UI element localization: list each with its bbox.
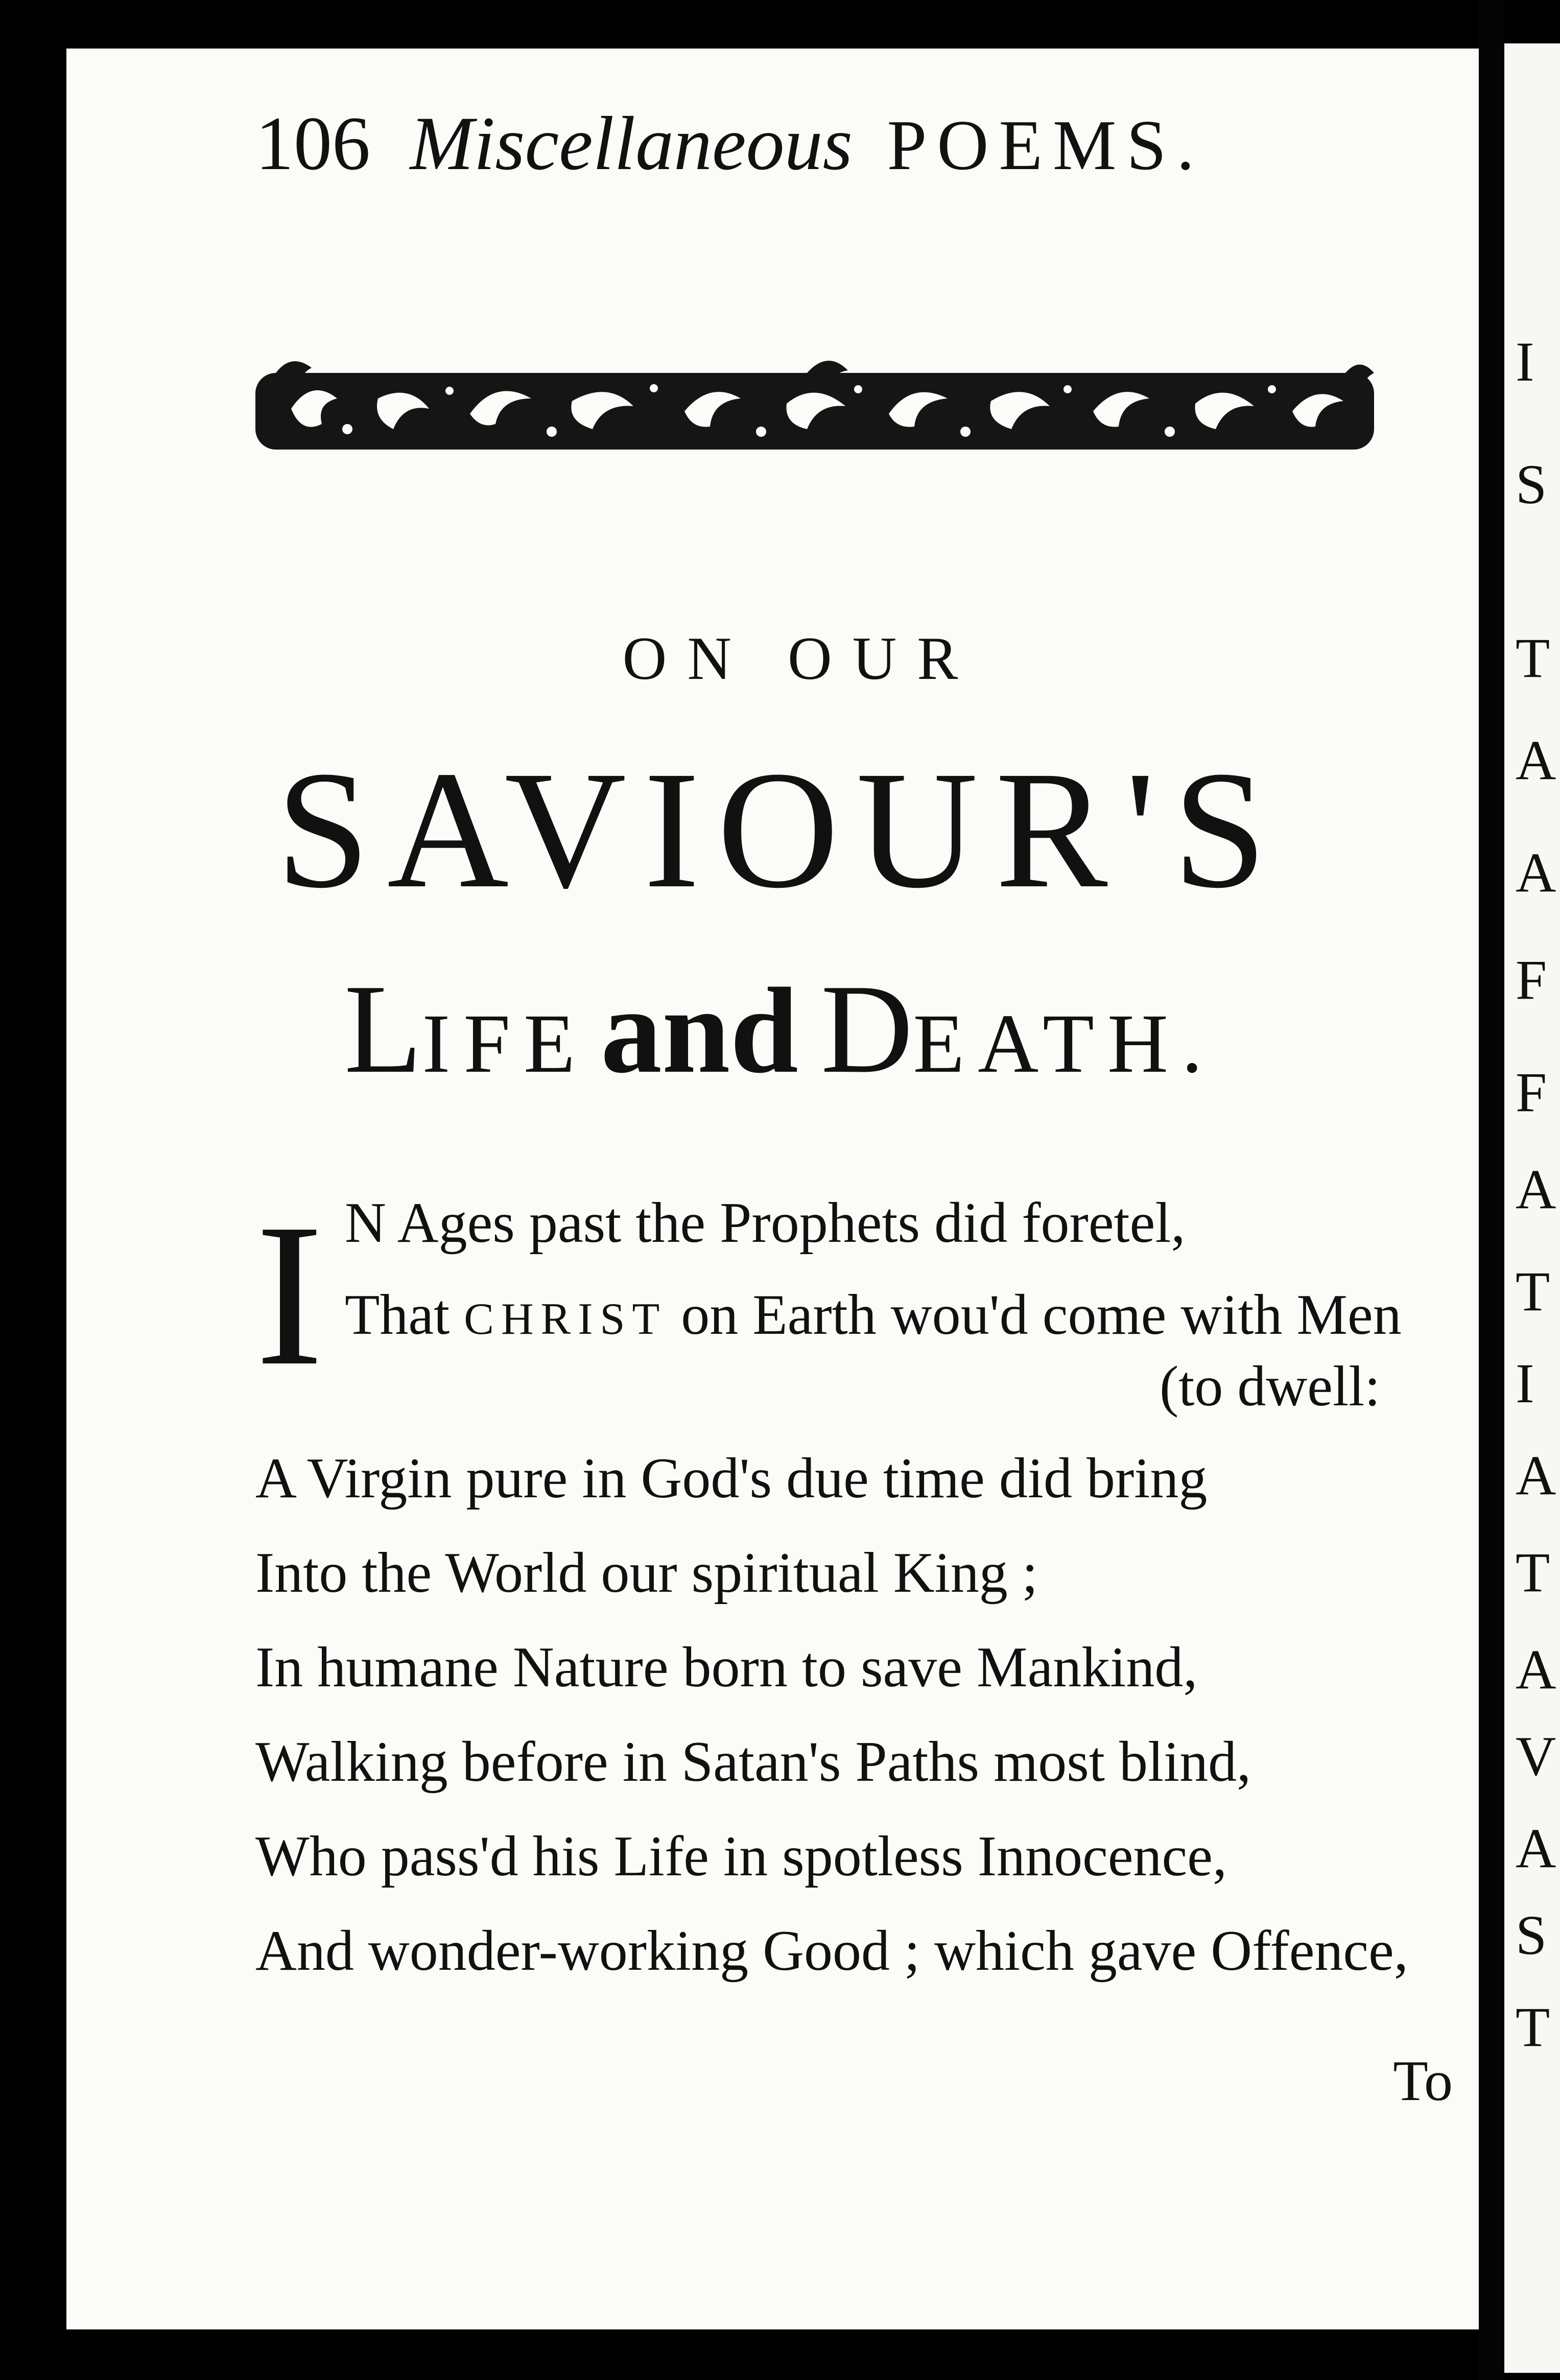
- title-line-3: [0, 958, 1560, 1100]
- facing-letter: T: [1516, 627, 1550, 689]
- poem-text: on Earth wou'd come with Men: [667, 1283, 1402, 1347]
- poem-name-christ: CHRIST: [464, 1294, 667, 1344]
- facing-letter: A: [1516, 729, 1556, 791]
- poem-line: Into the World our spiritual King ;: [255, 1541, 1038, 1605]
- poem-line: A Virgin pure in God's due time did bring: [255, 1447, 1208, 1510]
- facing-letter: A: [1516, 1444, 1556, 1506]
- facing-letter: T: [1516, 1996, 1550, 2058]
- facing-letter: T: [1516, 1260, 1550, 1323]
- facing-letter: T: [1516, 1541, 1550, 1604]
- poem-line: And wonder-working Good ; which gave Offence,: [255, 1919, 1408, 1983]
- title-line-1: ON OUR: [622, 624, 979, 692]
- title-life-rest: IFE: [422, 997, 588, 1090]
- drop-cap: I: [255, 1182, 324, 1408]
- catchword: To: [1393, 2049, 1453, 2113]
- title-death-rest: EATH.: [913, 997, 1216, 1090]
- title-and: and: [600, 962, 798, 1098]
- title-death-initial: D: [820, 958, 913, 1100]
- facing-letter: I: [1516, 331, 1534, 393]
- facing-letter: V: [1516, 1725, 1556, 1787]
- facing-letter: F: [1516, 1061, 1547, 1123]
- facing-letter: A: [1516, 841, 1556, 904]
- poem-line: Walking before in Satan's Paths most blind,: [255, 1730, 1251, 1794]
- facing-letter: S: [1516, 453, 1547, 515]
- facing-letter: S: [1516, 1904, 1547, 1966]
- running-header: [255, 100, 1204, 187]
- poem-turnover: (to dwell:: [1160, 1355, 1381, 1418]
- page-number: 106: [255, 101, 370, 186]
- poem-text: That: [345, 1283, 464, 1347]
- headpiece-ornament: [245, 352, 1384, 462]
- facing-letter: A: [1516, 1638, 1556, 1701]
- running-title-caps: POEMS.: [887, 106, 1205, 185]
- title-life-initial: L: [344, 958, 422, 1100]
- book-gutter: [1479, 0, 1504, 2380]
- facing-letter: A: [1516, 1817, 1556, 1879]
- facing-letter: I: [1516, 1352, 1534, 1415]
- facing-page-edge: [1504, 43, 1560, 2373]
- poem-line: Who pass'd his Life in spotless Innocence,: [255, 1825, 1227, 1888]
- facing-letter: A: [1516, 1158, 1556, 1220]
- facing-letter: F: [1516, 949, 1547, 1011]
- poem-line: [345, 1282, 1402, 1348]
- poem-line: In humane Nature born to save Mankind,: [255, 1636, 1198, 1699]
- running-title-italic: Miscellaneous: [410, 101, 853, 186]
- poem-line: N Ages past the Prophets did foretel,: [345, 1191, 1186, 1255]
- title-line-2: SAVIOUR'S: [276, 737, 1284, 923]
